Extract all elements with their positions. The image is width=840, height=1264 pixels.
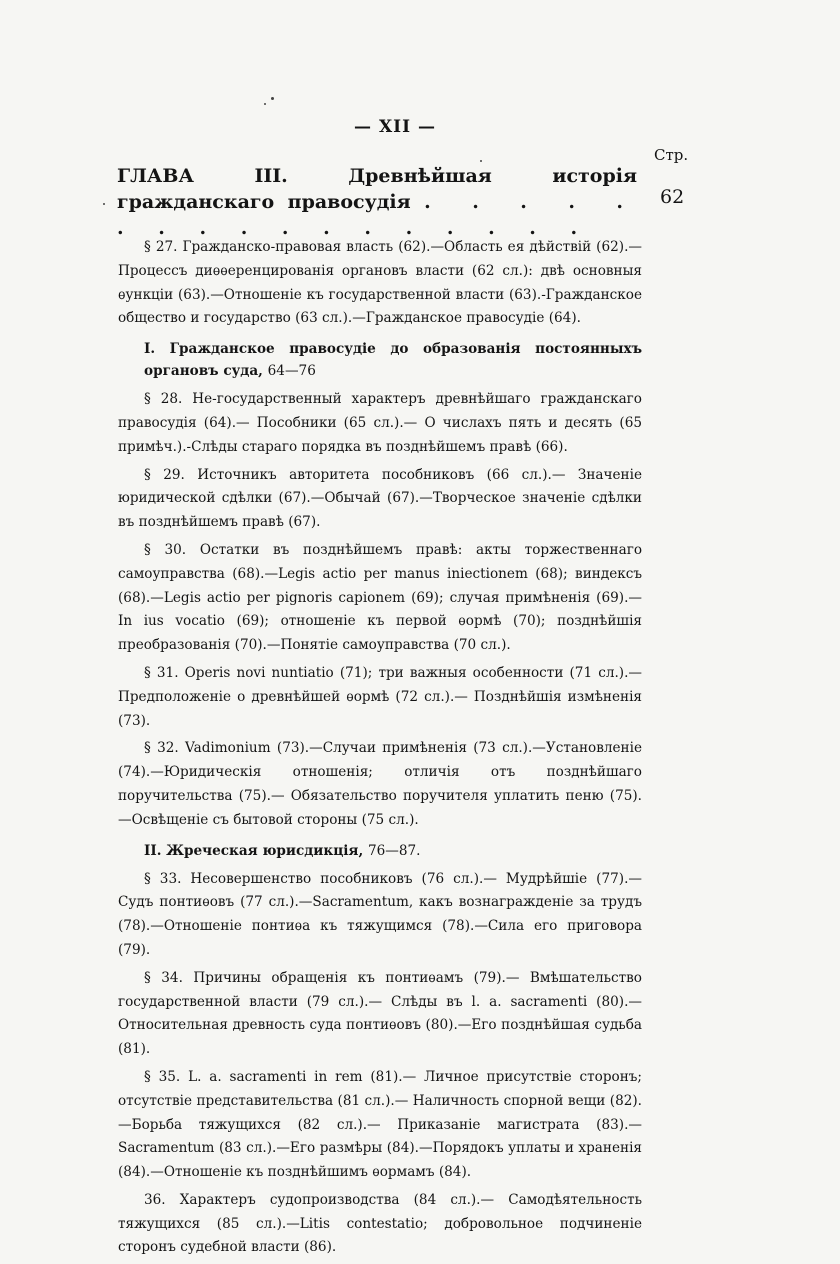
toc-paragraph: § 35. L. a. sacramenti in rem (81).— Личное присутствіе сторонъ; отсутствіе представительства (81 сл.).— Наличность спорной вещи (82).—Борьба тяжущихся (82 сл.).— Приказаніе магистрата (83).—Sacramentum (83 сл.).—Его размѣры (84).—Порядокъ уплаты и храненія (84).—Отношеніе къ позднѣйшимъ ѳормамъ (84). [118,1068,642,1181]
scan-speck [271,97,274,100]
toc-paragraph: § 32. Vadimonium (73).—Случаи примѣненія (73 сл.).—Установленіе (74).—Юридическія отношенія; отличія отъ позднѣйшаго поручительства (75).— Обязательство поручителя уплатить пеню (75).—Освѣщеніе съ бытовой стороны (75 сл.). [118,740,642,828]
toc-paragraph: § 34. Причины обращенія къ понтиѳамъ (79).— Вмѣшательство государственной власти (79 сл.).— Слѣды въ l. a. sacramenti (80).— Относительная древность суда понтиѳовъ (80).—Его позднѣйшая судьба (81). [118,969,642,1058]
toc-paragraph: § 30. Остатки въ позднѣйшемъ правѣ: акты торжественнаго самоуправства (68).—Legis actio per manus iniectionem (68); виндексъ (68).—Legis actio per pignoris capionem (69); случая примѣненія (69).—In ius vocatio (69); отношеніе къ первой ѳормѣ (70); позднѣйшія преобразованія (70).—Понятіе самоуправства (70 сл.). [118,541,642,654]
section-1-pages: 64—76 [267,363,316,380]
section-1-heading [118,338,642,382]
section-1-title: I. Гражданское правосудіе до образованія постоянныхъ органовъ суда, [144,341,642,380]
page-column-label: Стр. [654,146,689,164]
chapter-title [117,163,637,241]
toc-paragraph: 36. Характеръ судопроизводства (84 сл.).— Самодѣятельность тяжущихся (85 сл.).—Litis contestatio; добровольное подчиненіе сторонъ судебной власти (86). [118,1191,642,1256]
scan-speck [264,103,266,105]
scan-speck [480,160,482,162]
toc-paragraph: § 33. Несовершенство пособниковъ (76 сл.).— Мудрѣйшіе (77).— Судъ понтиѳовъ (77 сл.).—Sacramentum, какъ вознагражденіе за трудъ (78).—Отношеніе понтиѳа къ тяжущимся (78).—Сила его приговора (79). [118,870,642,958]
chapter-title-text: ГЛАВА III. Древнѣйшая исторія гражданскаго правосудія [117,165,637,213]
toc-content [118,236,642,1264]
intro-paragraph: § 27. Гражданско-правовая власть (62).—Область ея дѣйствій (62).—Процессъ диѳѳеренцированія органовъ власти (62 сл.): двѣ основныя ѳункціи (63).—Отношеніе къ государственной власти (63).-Гражданское общество и государство (63 сл.).—Гражданское правосудіе (64). [118,239,642,327]
scan-speck [103,203,105,205]
toc-paragraph: § 28. Не-государственный характеръ древнѣйшаго гражданскаго правосудія (64).— Пособники (65 сл.).— О числахъ пять и десять (65 примѣч.).-Слѣды стараго порядка въ позднѣйшемъ правѣ (66). [118,391,642,455]
chapter-leader-dots: . . . . . . . . . . . . . . . . . [117,191,637,239]
toc-paragraph: § 31. Operis novi nuntiatio (71); три важныя особенности (71 сл.).—Предположеніе о древнѣйшей ѳормѣ (72 сл.).— Позднѣйшія измѣненія (73). [118,664,642,729]
toc-paragraph: § 29. Источникъ авторитета пособниковъ (66 сл.).— Значеніе юридической сдѣлки (67).—Обычай (67).—Творческое значеніе сдѣлки въ позднѣйшемъ правѣ (67). [118,466,642,531]
page-number: — XII — [354,117,436,137]
chapter-page-number: 62 [660,186,685,208]
section-2-title: II. Жреческая юрисдикція, [144,842,364,859]
section-2-pages: 76—87. [367,842,421,859]
section-2-heading [118,840,642,862]
